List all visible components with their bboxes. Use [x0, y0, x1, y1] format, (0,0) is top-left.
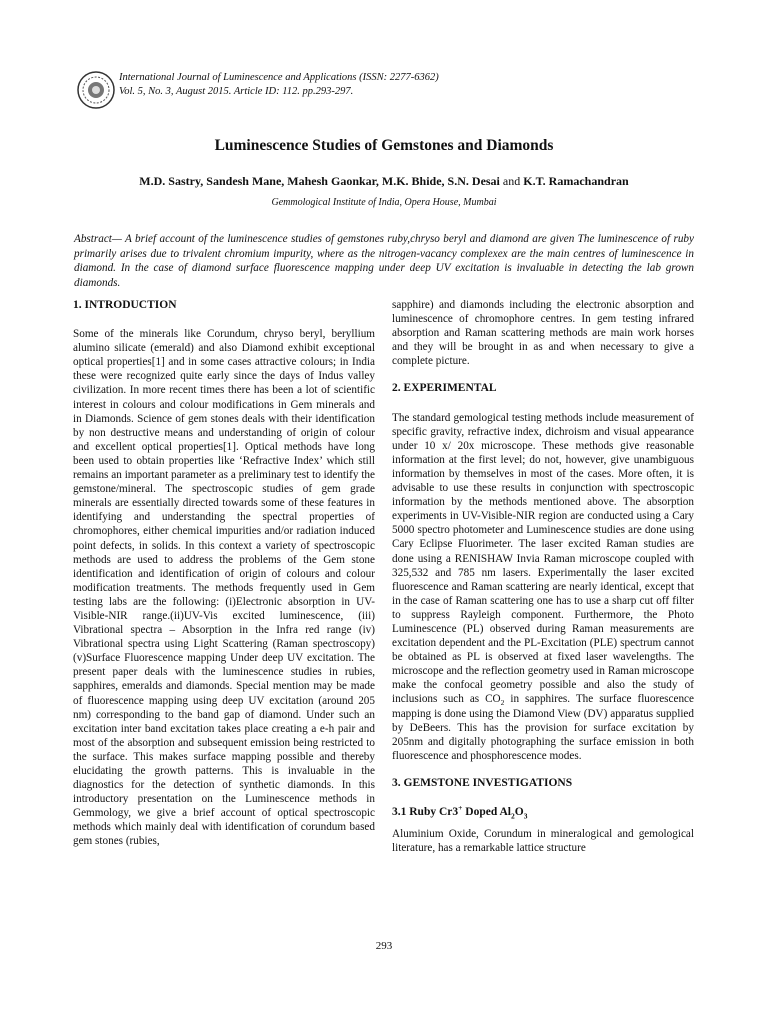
- ruby-text: Aluminium Oxide, Corundum in mineralogical and gemological literature, has a remarkable lattice structure: [392, 828, 694, 855]
- journal-header: [119, 71, 439, 99]
- authors-main: M.D. Sastry, Sandesh Mane, Mahesh Gaonkar, M.K. Bhide, S.N. Desai: [139, 174, 500, 188]
- ruby-heading-sup: +: [458, 803, 463, 813]
- authors-and: and: [499, 174, 524, 188]
- journal-logo: [76, 70, 116, 110]
- experimental-text: [392, 411, 694, 763]
- introduction-continued-text: sapphire) and diamonds including the electronic absorption and luminescence of chromophore centres. In gem testing infrared absorption and Raman scattering methods are main work horses and they will be brought in as and when necessary to give a complete picture.: [392, 299, 694, 368]
- right-column: [392, 298, 694, 855]
- affiliation: Gemmological Institute of India, Opera House, Mumbai: [271, 197, 497, 208]
- journal-line-1: International Journal of Luminescence and Applications (ISSN: 2277-6362): [119, 72, 439, 83]
- author-list: [0, 174, 768, 189]
- journal-line-2: Vol. 5, No. 3, August 2015. Article ID: 112. pp.293-297.: [119, 86, 354, 97]
- ruby-heading-sub2: 3: [523, 811, 528, 821]
- co2-subscript: 2: [500, 698, 505, 708]
- experimental-text-b: in sapphires. The surface fluorescence mapping is done using the Diamond View (DV) apparatus supplied by DeBeers. This has the provision for surface excitation by 205nm and digitally photographing the surface emission in both fluorescence and phosphorescence modes.: [392, 693, 694, 762]
- ruby-heading-b: Doped Al: [462, 806, 511, 818]
- section-heading-gemstone: 3. GEMSTONE INVESTIGATIONS: [392, 776, 573, 789]
- abstract: Abstract— A brief account of the luminescence studies of gemstones ruby,chryso beryl and diamond are given The luminescence of ruby primarily arises due to trivalent chromium impurity, where as the nitrogen-vacancy complexex are the main centres of luminescence in diamond. In the case of diamond surface fluorescence mapping under deep UV excitation is invaluable in detecting the lab grown diamonds.: [74, 233, 694, 289]
- page-number: 293: [375, 940, 393, 952]
- introduction-text: Some of the minerals like Corundum, chryso beryl, beryllium alumino silicate (emerald) and also Diamond exhibit exceptional optical properties[1] and in some cases attractive colours; in India these were recognized quite early since the days of Indus valley civilization. In more recent times there has been a lot of scientific interest in colours and colour modifications in Gem minerals and in Diamonds. Science of gem stones deals with their identification by non destructive means and understanding of origin of colour and excellent optical properties[1]. Optical methods have long been used to obtain properties like ‘Refractive Index’ which still remains an important parameter as a preliminary test to identify the gemstone/mineral. The spectroscopic studies of gem grade minerals are essentially directed towards some of these features in identifying and understanding the spectral properties of chromophores, either chemical impurities and/or radiation induced point defects, in solids. In this context a variety of spectroscopic methods are used to address the problems of the Gem stone identification and identification of origin of colours and colour modification treatments. The methods frequently used in Gem testing labs are the following: (i)Electronic absorption in UV-Visible-NIR range.(ii)UV-Vis excited luminescence, (iii) Vibrational spectra – Absorption in the Infra red range (iv) Vibrational spectra using Light Scattering (Raman spectroscopy) (v)Surface Fluorescence mapping Under deep UV excitation. The present paper deals with the luminescence studies in rubies, sapphires, emeralds and diamonds. Special mention may be made of fluorescence mapping using deep UV excitation (around 205 nm) corresponding to the band gap of diamond. Under such an excitation inter band excitation takes place creating a e-h pair and most of the absorption and subsequent emission being restricted to the surface. This makes surface mapping possible and thereby elucidating the growth patterns. This is invaluable in the diagnostics for the detection of synthetic diamonds. In this introductory presentation on the Luminescence methods in Gemmology, we give a brief account of optical spectroscopic methods which mainly deal with identification of corundum based gem stones (rubies,: [73, 328, 375, 848]
- section-heading-experimental: 2. EXPERIMENTAL: [392, 382, 497, 395]
- left-column: [73, 298, 375, 849]
- experimental-text-a: The standard gemological testing methods include measurement of specific gravity, refractive index, dichroism and visual appearance under 10 x/ 20x microscope. These methods give reasonable information at the first level; do not, however, give unambiguous information by themselves in most of the cases. More often, it is advisable to use these results in conjunction with spectroscopic information by the methods mentioned above. The absorption experiments in UV-Visible-NIR region are conducted using a Cary 5000 spectro photometer and Luminescence studies are done using Cary Eclipse Fluorimeter. The laser excited Raman studies are done using a RENISHAW Invia Raman microscope coupled with 325,532 and 785 nm lasers. Experimentally the laser excited fluorescence and Raman scattering are nearly identical, except that in the case of Raman scattering one has to use a sharp cut off filter to suppress Rayleigh component. Furthermore, the Photo Luminescence (PL) observed during Raman measurements are excitation dependent and the PL-Excitation (PLE) spectrum cannot be obtained as PL is observed at fixed laser wavelengths. The microscope and the reflection geometry used in Raman microscope make the confocal geometry possible and also the study of inclusions such as CO: [392, 411, 694, 706]
- ruby-heading-c: O: [514, 806, 524, 818]
- ruby-heading-a: 3.1 Ruby Cr3: [392, 806, 459, 818]
- paper-title: Luminescence Studies of Gemstones and Diamonds: [214, 137, 554, 154]
- subsection-heading-ruby: [392, 805, 694, 819]
- authors-last: K.T. Ramachandran: [523, 174, 629, 188]
- section-heading-introduction: 1. INTRODUCTION: [73, 299, 177, 311]
- ruby-heading-sub1: 2: [511, 811, 515, 821]
